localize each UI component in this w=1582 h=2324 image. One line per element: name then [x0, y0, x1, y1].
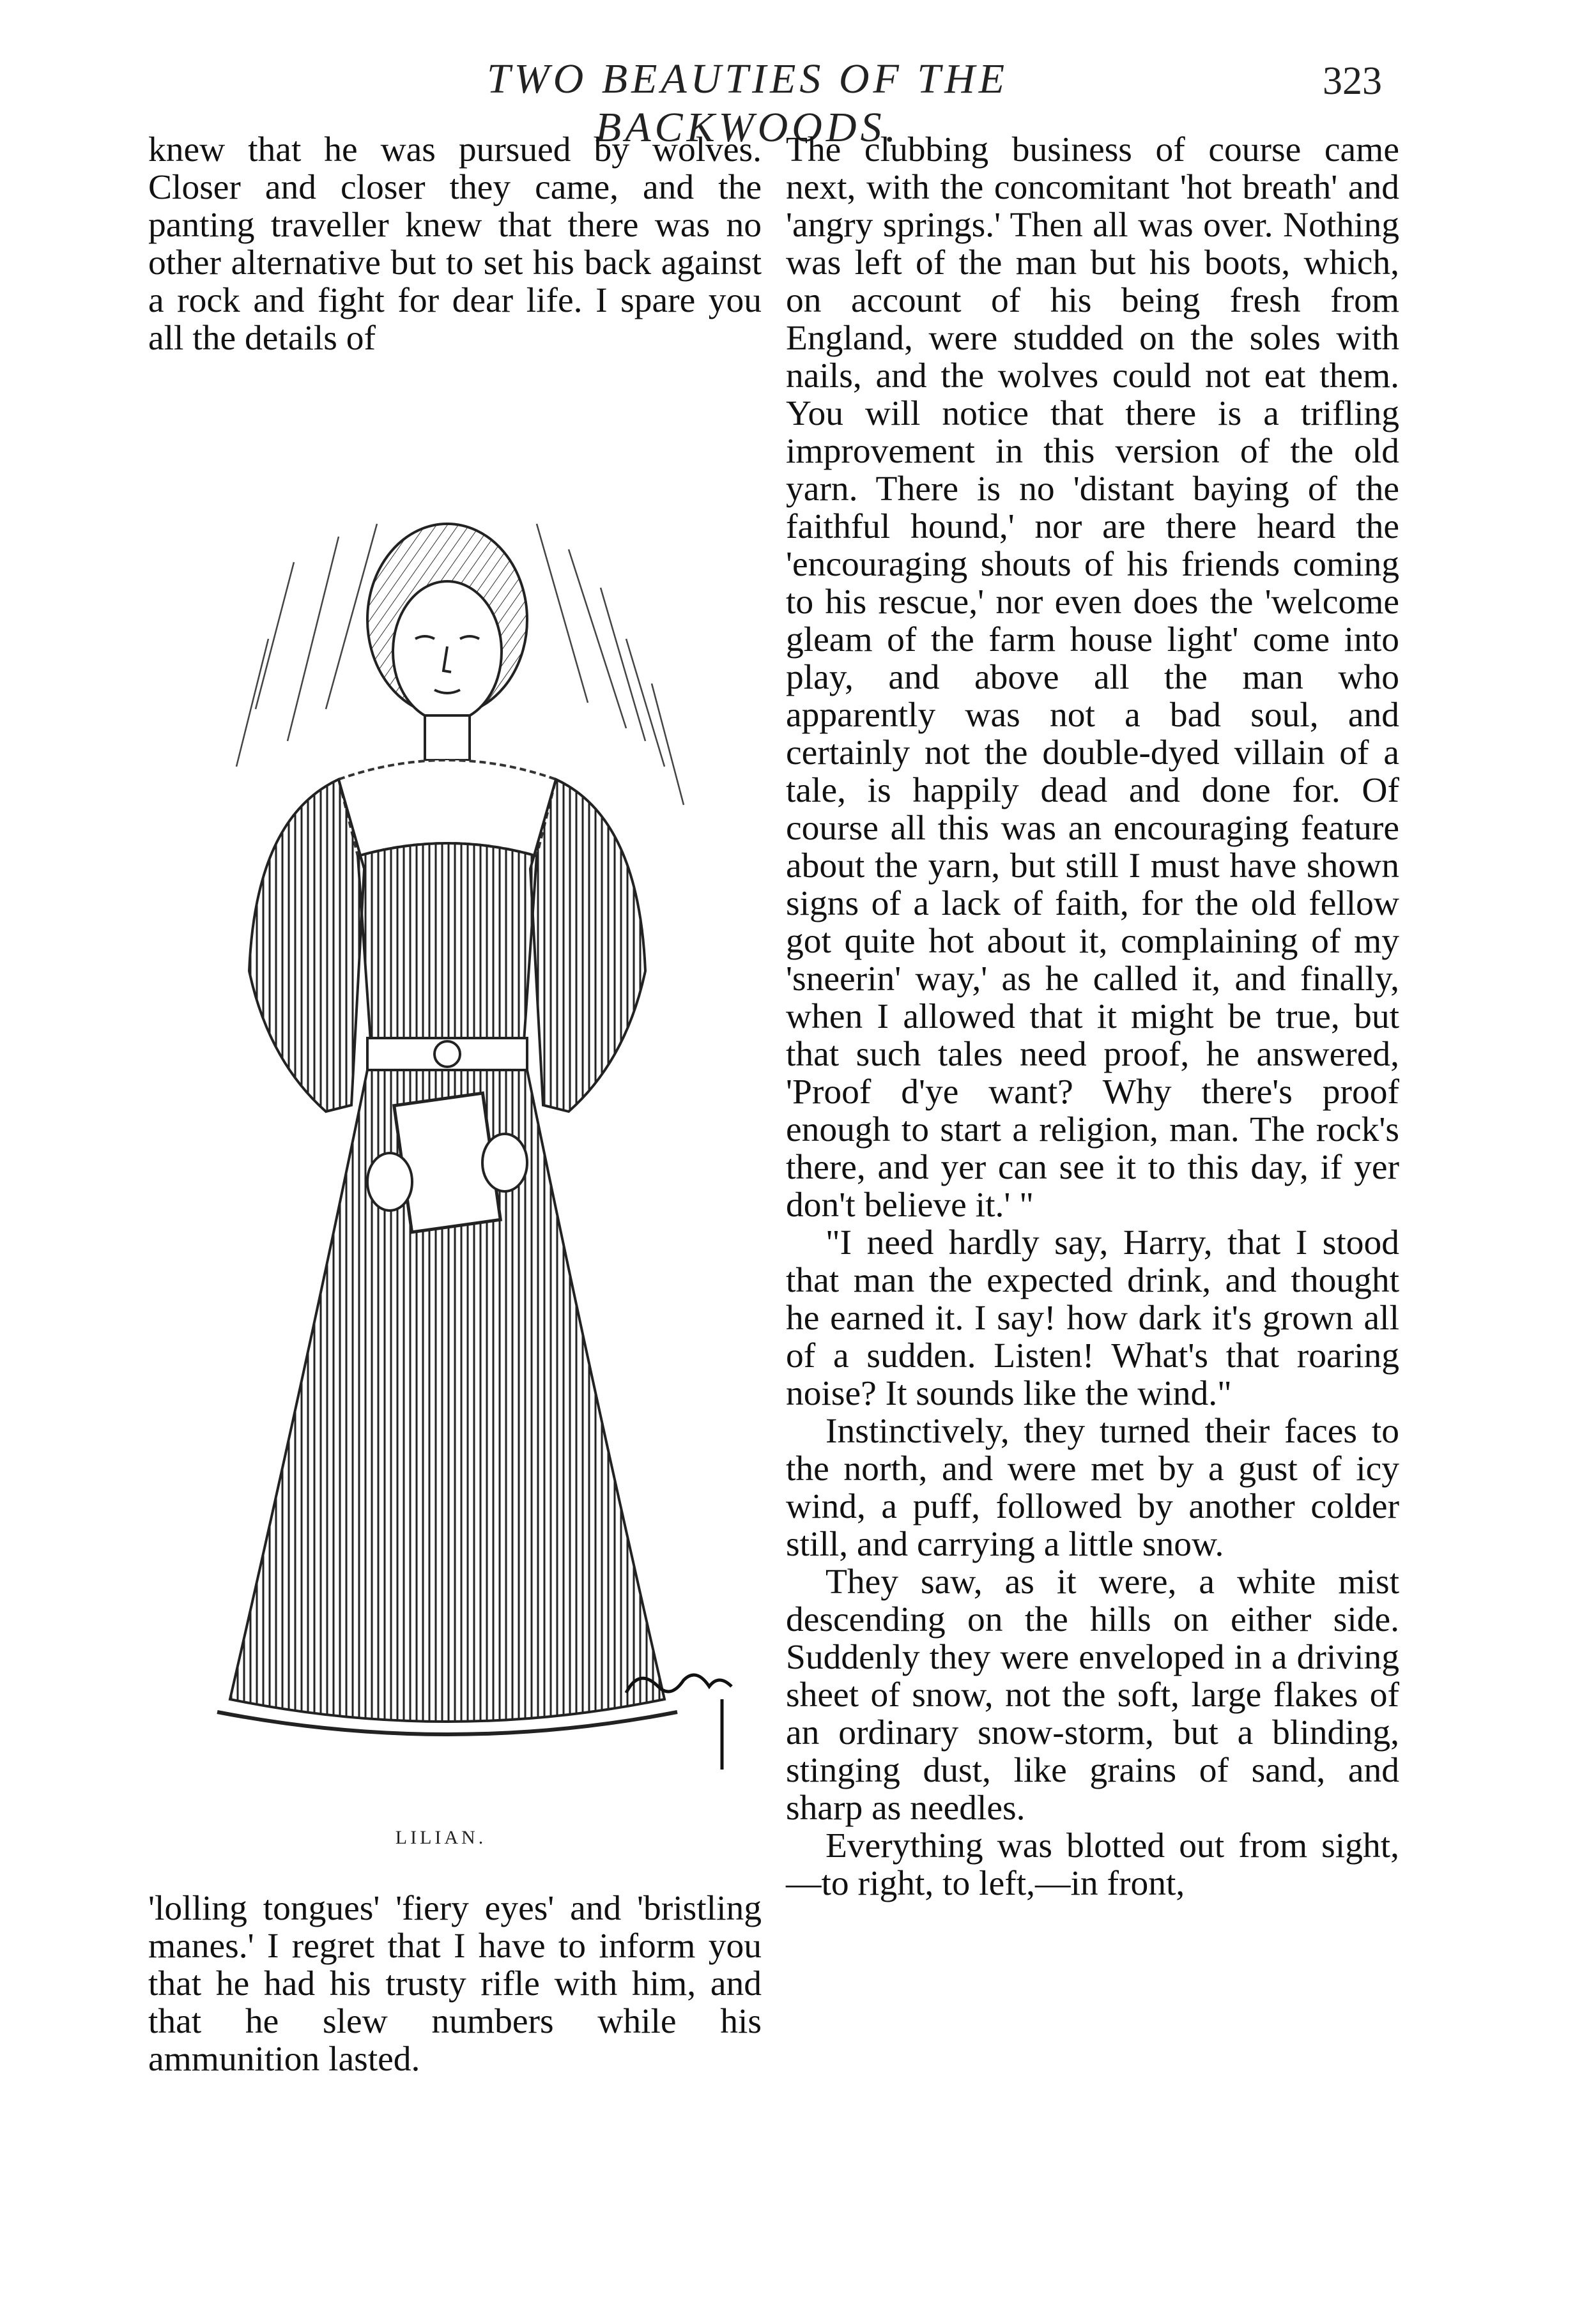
right-paragraph: The clubbing business of course came next, with the concomitant 'hot breath' and 'angry springs.' Then all was over. Nothing was left of the man but his boots, which, on account of his being fresh from England, were studded on the soles with nails, and the wolves could not eat them. You will notice that there is a trifling improvement in this version of the old yarn. There is no 'distant baying of the faithful hound,' nor are there heard the 'encouraging shouts of his friends coming to his rescue,' nor even does the 'welcome gleam of the farm house light' come into play, and above all the man who apparently was not a bad soul, and certainly not the double-dyed villain of a tale, is happily dead and done for. Of course all this was an encouraging feature about the yarn, but still I must have shown signs of a lack of faith, for the old fellow got quite hot about it, complaining of my 'sneerin' way,' as he called it, and finally, when I allowed that it might be true, but that such tales need proof, he answered, 'Proof d'ye want? Why there's proof enough to start a religion, man. The rock's there, and yer can see it to this day, if yer don't believe it.' "	[786, 130, 1399, 1225]
left-column-bottom	[148, 1890, 762, 2078]
running-title: TWO BEAUTIES OF THE BACKWOODS.	[486, 56, 1009, 151]
left-column-top	[148, 131, 762, 357]
left-puff-sleeve	[249, 779, 364, 1112]
right-column	[786, 131, 1399, 1902]
right-puff-sleeve	[530, 779, 645, 1112]
illustration-caption: LILIAN.	[395, 1827, 487, 1848]
lilian-illustration	[179, 409, 741, 1865]
right-paragraph: Everything was blotted out from sight,—to right, to left,—in front,	[786, 1826, 1399, 1903]
right-paragraph: They saw, as it were, a white mist descending on the hills on either side. Suddenly they were enveloped in a driving sheet of snow, not the soft, large flakes of an ordinary snow-storm, but a blinding, stinging dust, like grains of sand, and sharp as needles.	[786, 1563, 1399, 1828]
left-column-top-text: knew that he was pursued by wolves. Closer and closer they came, and the panting traveller knew that there was no other alternative but to set his back against a rock and fight for dear life. I spare you all the details of	[148, 130, 762, 358]
high-collar	[425, 715, 470, 760]
bodice	[358, 843, 537, 1041]
page-number: 323	[1323, 59, 1382, 103]
lace-yoke	[339, 760, 556, 856]
left-column-bottom-text: 'lolling tongues' 'fiery eyes' and 'bristling manes.' I regret that I have to inform you that he had his trusty rifle with him, and that he slew numbers while his ammunition lasted.	[148, 1889, 762, 2079]
right-paragraph: "I need hardly say, Harry, that I stood that man the expected drink, and thought he earned it. I say! how dark it's grown all of a sudden. Listen! What's that roaring noise? It sounds like the wind."	[786, 1223, 1399, 1413]
belt-buckle	[434, 1041, 460, 1067]
right-paragraph: Instinctively, they turned their faces to the north, and were met by a gust of icy wind, a puff, followed by another colder still, and carrying a little snow.	[786, 1412, 1399, 1564]
